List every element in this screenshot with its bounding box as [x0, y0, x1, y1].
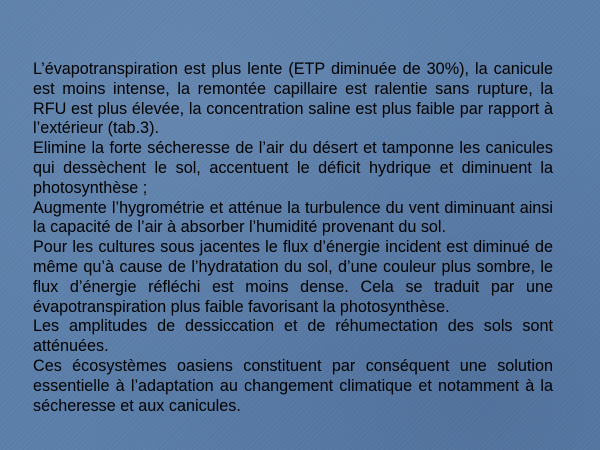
paragraph-conclusion: Ces écosystèmes oasiens constituent par conséquent une solution essentielle à l’adaptation au changement climatique et notamment à la sécheresse et aux canicules. — [33, 356, 553, 415]
slide-body-text — [33, 60, 553, 416]
paragraph-flux-energie: Pour les cultures sous jacentes le flux d’énergie incident est diminué de même qu’à cause de l’hydratation du sol, d’une couleur plus sombre, le flux d’énergie réfléchi est moins dense. Cela se traduit par une évapotranspiration plus faible favorisant la photosynthèse. — [33, 238, 553, 316]
paragraph-hygrometrie: Augmente l’hygrométrie et atténue la turbulence du vent diminuant ainsi la capacité de l’air à absorber l’humidité provenant du sol. — [33, 198, 553, 237]
paragraph-secheresse: Elimine la forte sécheresse de l’air du désert et tamponne les canicules qui dessèchent le sol, accentuent le déficit hydrique et diminuent la photosynthèse ; — [33, 139, 553, 197]
paragraph-evapotranspiration: L’évapotranspiration est plus lente (ETP diminuée de 30%), la canicule est moins intense, la remontée capillaire est ralentie sans rupture, la RFU est plus élevée, la concentration saline est plus faible par rapport à l’extérieur (tab.3). — [33, 60, 553, 138]
paragraph-amplitudes: Les amplitudes de dessiccation et de réhumectation des sols sont atténuées. — [33, 317, 553, 356]
